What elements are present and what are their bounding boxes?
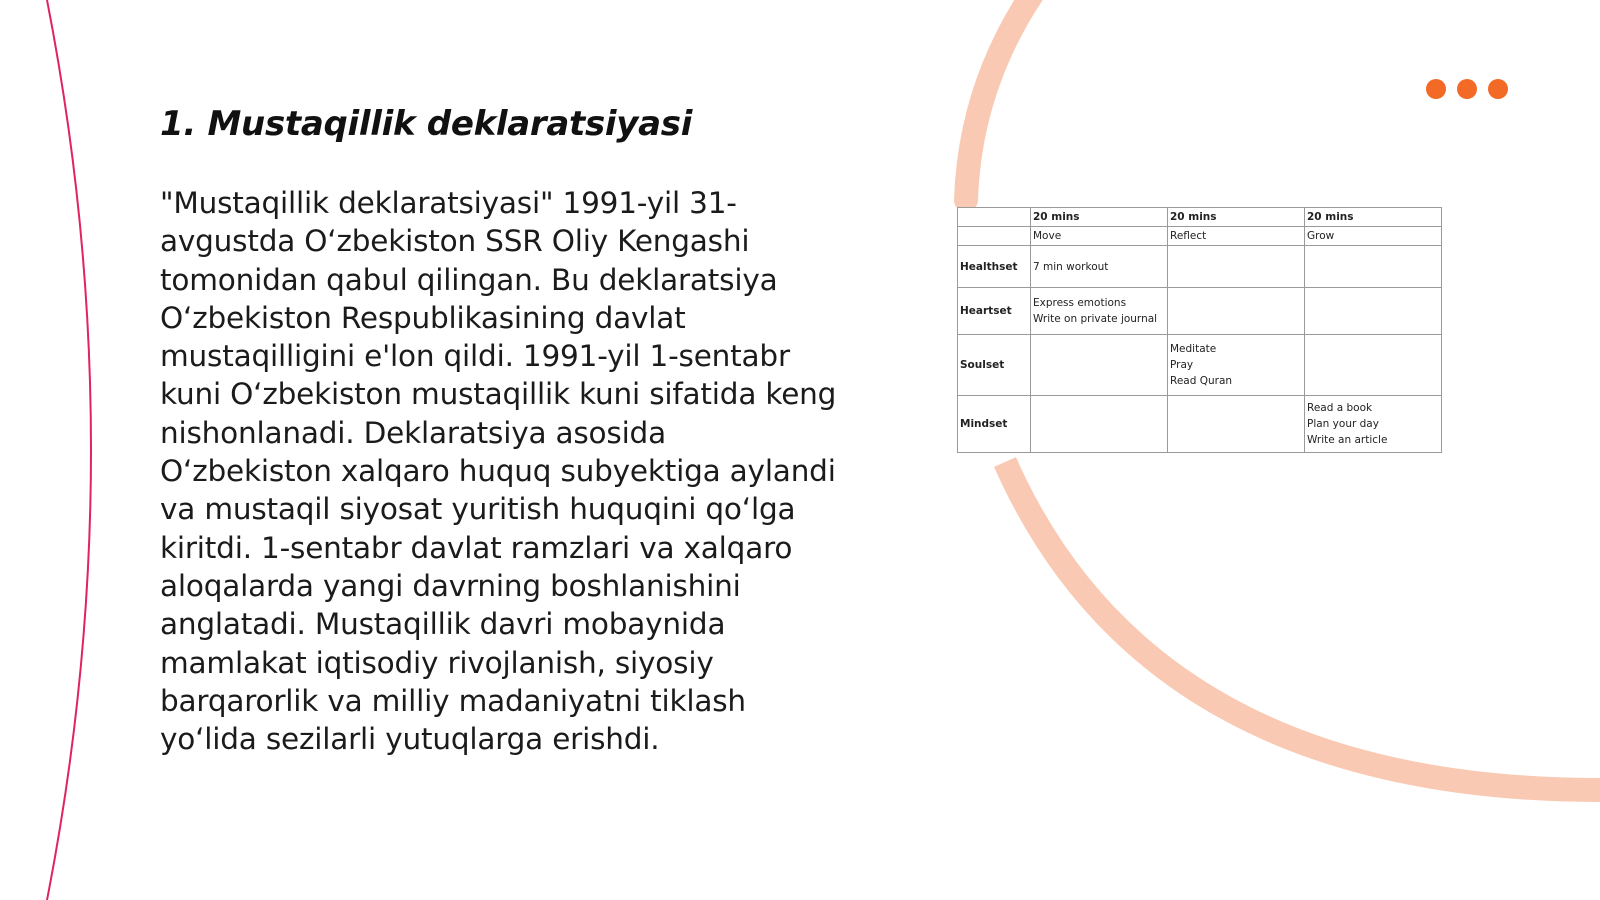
table-subheader-row bbox=[958, 227, 1442, 246]
table-row bbox=[958, 335, 1442, 396]
cell-line: Read a book bbox=[1307, 402, 1373, 414]
dot-icon bbox=[1457, 79, 1477, 99]
table-cell bbox=[1305, 246, 1442, 288]
cell-line: Write an article bbox=[1307, 434, 1388, 446]
table-row bbox=[958, 396, 1442, 453]
dot-icon bbox=[1488, 79, 1508, 99]
cell-line: Plan your day bbox=[1307, 418, 1379, 430]
cell-line: Read Quran bbox=[1170, 375, 1233, 387]
slide-title: 1. Mustaqillik deklaratsiyasi bbox=[160, 104, 693, 144]
table-corner-cell bbox=[958, 208, 1031, 227]
table-cell bbox=[1305, 335, 1442, 396]
table-row bbox=[958, 246, 1442, 288]
table-cell bbox=[1031, 335, 1168, 396]
activity-header-cell: Reflect bbox=[1168, 227, 1305, 246]
table-cell bbox=[1031, 396, 1168, 453]
table-cell bbox=[1031, 246, 1168, 288]
table-cell bbox=[1168, 335, 1305, 396]
table-cell bbox=[1168, 288, 1305, 335]
cell-line: 7 min workout bbox=[1033, 260, 1109, 273]
left-accent-curve bbox=[47, 0, 91, 900]
row-label-cell: Healthset bbox=[958, 246, 1031, 288]
table-header-row bbox=[958, 208, 1442, 227]
time-header-cell: 20 mins bbox=[1305, 208, 1442, 227]
activity-header-cell: Grow bbox=[1305, 227, 1442, 246]
row-label-cell: Heartset bbox=[958, 288, 1031, 335]
cell-line: Meditate bbox=[1170, 343, 1217, 355]
table-cell bbox=[1168, 246, 1305, 288]
table-cell bbox=[1168, 396, 1305, 453]
time-header-cell: 20 mins bbox=[1031, 208, 1168, 227]
row-label-cell: Mindset bbox=[958, 396, 1031, 453]
cell-line: Pray bbox=[1170, 359, 1194, 371]
ring-arc-bottom bbox=[1005, 462, 1600, 790]
table-cell bbox=[1305, 396, 1442, 453]
table-row bbox=[958, 288, 1442, 335]
row-label-cell: Soulset bbox=[958, 335, 1031, 396]
time-header-cell: 20 mins bbox=[1168, 208, 1305, 227]
slide-body-text: "Mustaqillik deklaratsiyasi" 1991-yil 31-avgustda O‘zbekiston SSR Oliy Kengashi tomonidan qabul qilingan. Bu deklaratsiya O‘zbekiston Respublikasining davlat mustaqilligini e'lon qildi. 1991-yil 1-sentabr kuni O‘zbekiston mustaqillik kuni sifatida keng nishonlanadi. Deklaratsiya asosida O‘zbekiston xalqaro huquq subyektiga aylandi va mustaqil siyosat yuritish huquqini qo‘lga kiritdi. 1-sentabr davlat ramzlari va xalqaro aloqalarda yangi davrning boshlanishini anglatadi. Mustaqillik davri mobaynida mamlakat iqtisodiy rivojlanish, siyosiy barqarorlik va milliy madaniyatni tiklash yo‘lida sezilarli yutuqlarga erishdi. bbox=[160, 186, 837, 757]
dots-menu-icon bbox=[1426, 79, 1508, 99]
activity-header-cell: Move bbox=[1031, 227, 1168, 246]
cell-line: Express emotions bbox=[1033, 297, 1127, 309]
dot-icon bbox=[1426, 79, 1446, 99]
table-cell bbox=[1031, 288, 1168, 335]
table-cell bbox=[1305, 288, 1442, 335]
schedule-table bbox=[957, 207, 1442, 453]
cell-line: Write on private journal bbox=[1033, 313, 1158, 325]
ring-arc-top bbox=[966, 0, 1042, 200]
table-corner-cell bbox=[958, 227, 1031, 246]
